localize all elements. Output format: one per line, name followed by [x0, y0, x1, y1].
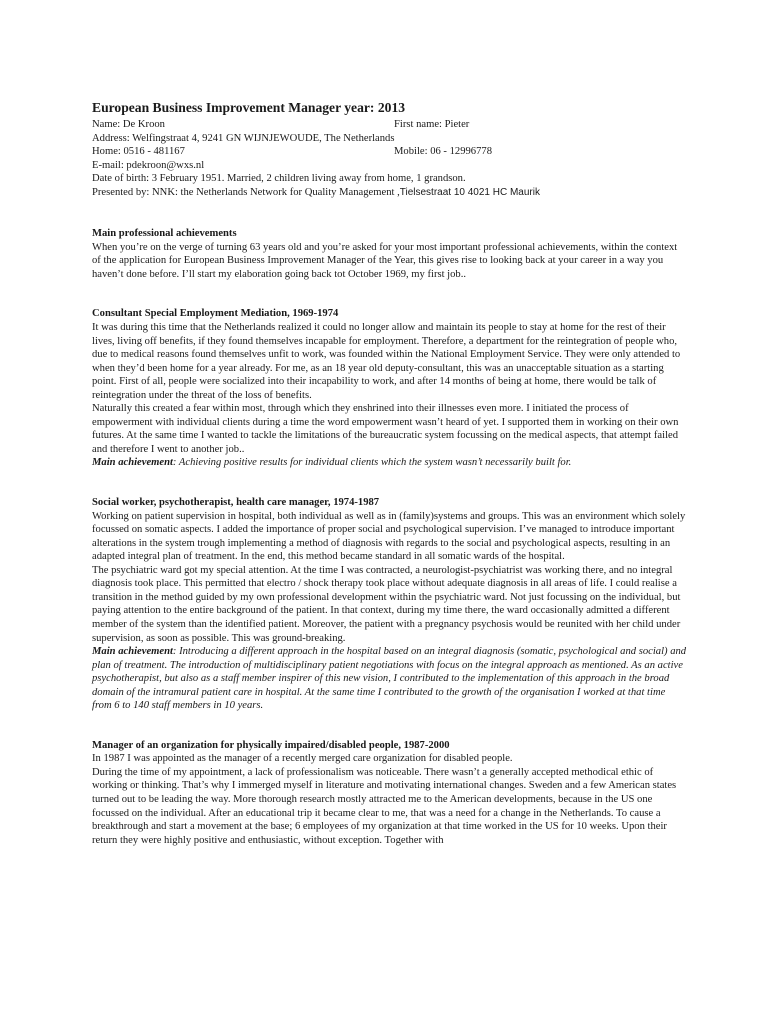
- section-manager: [92, 739, 687, 847]
- paragraph: It was during this time that the Netherlands realized it could no longer allow and maintain its people to stay at home for the rest of their lives, living off benefits, if they found themselves incapable for employment. Therefore, a department for the reintegration of people who, due to medical reasons found themselves unfit to work, was founded within the National Employment Service. They were only attended to when they’d been home for a year already. For me, as an 18 year old deputy-consultant, this was an unacceptable situation as a starting point. First of all, people were socialized into their incapability to work, and after 14 months of being at home, there would be talk of reintegration under the threat of the loss of benefits.: [92, 322, 681, 401]
- document-page: [92, 100, 687, 847]
- address-line: Address: Welfingstraat 4, 9241 GN WIJNJEWOUDE, The Netherlands: [92, 132, 395, 144]
- section-consultant: [92, 307, 687, 470]
- name-line: Name: De Kroon: [92, 119, 165, 130]
- paragraph: During the time of my appointment, a lack of professionalism was noticeable. There wasn’t a generally accepted methodical ethic of working or thinking. That’s why I immerged myself in literature and motivating international changes. Sweden and a few American states turned out to be leading the way. More thorough research mostly attracted me to the American developments, because in the US one focussed on the individual. After an educational trip it became clear to me, that was a need for a change in the Netherlands. To cause a breakthrough and start a movement at the base; 6 employees of my organization at that time worked in the US for 10 weeks. Upon their return they were highly positive and enthusiastic, without exception. Together with: [92, 766, 677, 846]
- main-achievement-text: : Achieving positive results for individual clients which the system wasn’t necessarily built for.: [172, 457, 572, 469]
- paragraph: In 1987 I was appointed as the manager of a recently merged care organization for disabled people.: [92, 753, 513, 765]
- main-achievement: [92, 645, 687, 713]
- presented-by-line: [92, 186, 687, 200]
- section-social-worker: [92, 496, 687, 713]
- main-achievement-label: Main achievement: [92, 646, 173, 658]
- home-phone-line: Home: 0516 - 481167: [92, 146, 185, 158]
- section-heading: Social worker, psychotherapist, health care manager, 1974-1987: [92, 497, 380, 509]
- paragraph: Naturally this created a fear within most, through which they enshrined into their illnesses even more. I initiated the process of empowerment with individual clients during a time the word empowerment wasn’t heard of yet. I supported them in working on their own futures. At the same time I wanted to tackle the limitations of the bureaucratic system focussing on the medical aspects, that attempt failed and therefore I went to another job..: [92, 403, 679, 455]
- presented-by-address: Tielsestraat 10 4021 HC Maurik: [399, 186, 540, 198]
- paragraph: The psychiatric ward got my special attention. At the time I was contracted, a neurologist-psychiatrist was working there, and no integral diagnosis took place. This permitted that electro / shock therapy took place without adequate diagnosis in all areas of life. I could realise a transition in the method guided by my own professional development within the psychiatric ward. Not just focussing on the individual, but paying attention to the entire background of the patient. In that context, during my time there, the ward occasionally admitted a different member of the system than the identified patient. Moreover, the patient with a pregnancy psychosis would be reunited with her child under supervision, as soon as possible. This was ground-breaking.: [92, 564, 681, 644]
- main-achievement-label: Main achievement: [92, 457, 173, 469]
- section-heading: Manager of an organization for physically impaired/disabled people, 1987-2000: [92, 739, 450, 751]
- main-achievement-text: : Introducing a different approach in the hospital based on an integral diagnosis (somatic, psychological and social) and plan of treatment. The introduction of multidisciplinary patient negotiations with focus on the integral approach as mentioned. As an active psychotherapist, but also as a staff member inspirer of this new vision, I contributed to the implementation of this approach in the broad domain of the intramural patient care in hospital. At the same time I contributed to the growth of the organisation I worked at that time from 6 to 140 staff members in 10 years.: [92, 646, 687, 712]
- paragraph: Working on patient supervision in hospital, both individual as well as in (family)systems and groups. This was an environment which solely focussed on somatic aspects. I added the importance of proper social and psychological supervision. I’ve managed to introduce important alterations in the system trough implementing a method of diagnosis with regards to the social and psychological aspects, resulting in an adapted integral plan of treatment. In the end, this method became standard in all somatic wards of the hospital.: [92, 510, 686, 563]
- section-heading: Consultant Special Employment Mediation, 1969-1974: [92, 308, 339, 320]
- section-achievements: [92, 227, 687, 281]
- dob-line: Date of birth: 3 February 1951. Married, 2 children living away from home, 1 grandson.: [92, 173, 466, 185]
- personal-info: [92, 118, 687, 199]
- mobile-phone-line: Mobile: 06 - 12996778: [394, 146, 492, 158]
- first-name-line: First name: Pieter: [394, 119, 470, 130]
- document-title: European Business Improvement Manager year: 2013: [92, 100, 406, 115]
- email-line: E-mail: pdekroon@wxs.nl: [92, 159, 205, 171]
- main-achievement: [92, 456, 687, 470]
- paragraph: When you’re on the verge of turning 63 years old and you’re asked for your most important professional achievements, within the context of the application for European Business Improvement Manager of the Year, this gives rise to looking back at your career in a way you haven’t done before. I’ll start my elaboration going back tot October 1969, my first job..: [92, 241, 678, 280]
- presented-by-text: Presented by: NNK: the Netherlands Network for Quality Management ,: [92, 186, 400, 198]
- section-heading: Main professional achievements: [92, 228, 237, 240]
